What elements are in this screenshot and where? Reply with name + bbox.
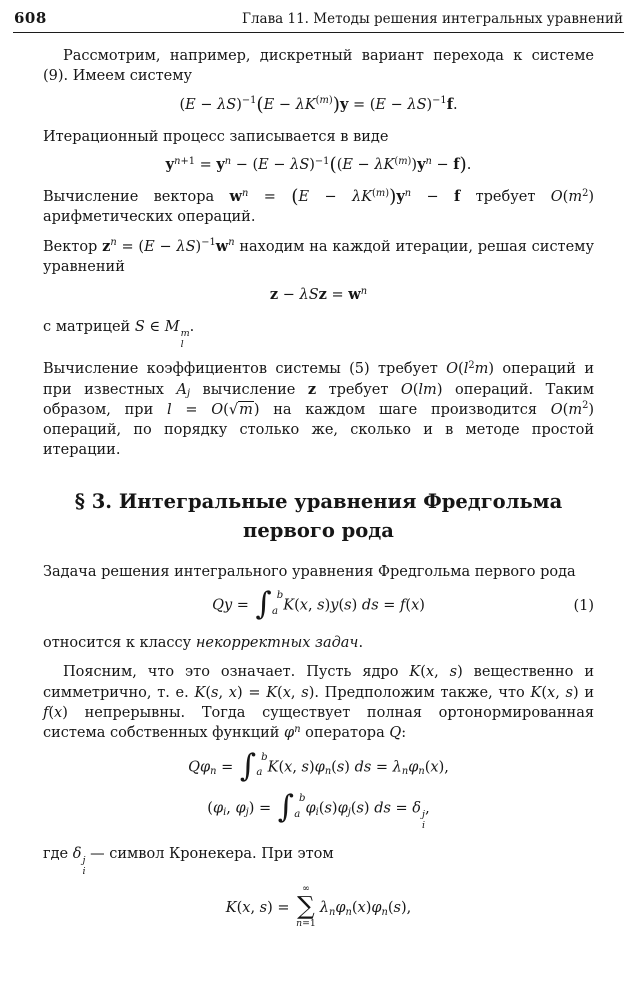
formula-eigenfunctions: $Q\varphi_n$ = ∫ b a K(x, $s)\varphi_n(s)$ ds = $\lambda_n\varphi_n(x)$, <box>188 747 449 784</box>
formula-iteration-process: $y^{n+1} = y^n - (E - \lambda S)^{-1}((E - \lambda K^{(m)})y^n - f)$. <box>165 154 472 176</box>
formula-z-system: $z - \lambda Sz = w^n$ <box>269 285 368 304</box>
formula-discrete-system: $(E - \lambda S)^{-1}(E - \lambda K^{(m)})y = (E - \lambda S)^{-1}f$. <box>179 94 458 116</box>
text-block <box>13 33 624 930</box>
paragraph-vector-w: Вычисление вектора $w^n = (E - \lambda K^{(m)})y^n - f$ требует $O(m^2)$ арифметических операций. <box>43 186 594 226</box>
paragraph-kronecker: где δ j i — символ Кронекера. При этом <box>43 846 334 878</box>
section-heading-line2: первого рода <box>243 518 394 542</box>
paragraph-vector-z: Вектор $z^n = (E - \lambda S)^{-1}w^n$ находим на каждой итерации, решая систему уравнений <box>43 237 594 276</box>
paragraph-discrete-variant: Рассмотрим, например, дискретный вариант перехода к системе (9). Имеем систему <box>43 48 594 85</box>
paragraph-complexity: Вычисление коэффициентов системы (5) требует $O(l^2m)$ операций и при известных $A_j$ вычисление z требует O(lm) операций. Таким образом, при l = O(√m) на каждом шаге производится $O(m^2)$ операций, по порядку столько же, сколько и в методе простой итерации. <box>43 359 594 459</box>
formula-orthonormality: ($\varphi_i$, $\varphi_j$) = ∫ b a $\varphi_i(s)\varphi_j(s)$ ds = δ j i , <box>207 789 430 832</box>
paragraph-fredholm-intro: Задача решения интегрального уравнения Фредгольма первого рода <box>43 564 576 581</box>
formula-fredholm-first-kind: Qy = ∫ b a K(x, s)y(s) ds = f(x) <box>212 586 425 623</box>
paragraph-illposed: относится к классу некорректных задач. <box>43 635 364 652</box>
paragraph-iteration-intro: Итерационный процесс записывается в виде <box>43 128 389 145</box>
section-heading-line1: § 3. Интегральные уравнения Фредгольма <box>74 489 563 513</box>
page-number: 608 <box>14 9 47 27</box>
paragraph-explanation: Поясним, что это означает. Пусть ядро K(x, s) вещественно и симметрично, т. е. K(s, x) = K(x, s). Предположим также, что K(x, s) и f(x) непрерывны. Тогда существует полная ортонормированная система собственных функций $\varphi^n$ оператора Q: <box>43 664 595 742</box>
equation-number: (1) <box>573 597 594 614</box>
section-heading <box>53 487 584 546</box>
running-title: Глава 11. Методы решения интегральных уравнений <box>242 11 623 27</box>
paragraph-matrix-s: с матрицей S ∈ M m l . <box>43 319 195 351</box>
equation-row <box>43 586 594 623</box>
page-header <box>13 9 624 32</box>
formula-kernel-expansion: K(x, s) = ∞ ∑ n=1 $\lambda_n\varphi_n(x)\varphi_n(s)$, <box>225 883 412 929</box>
